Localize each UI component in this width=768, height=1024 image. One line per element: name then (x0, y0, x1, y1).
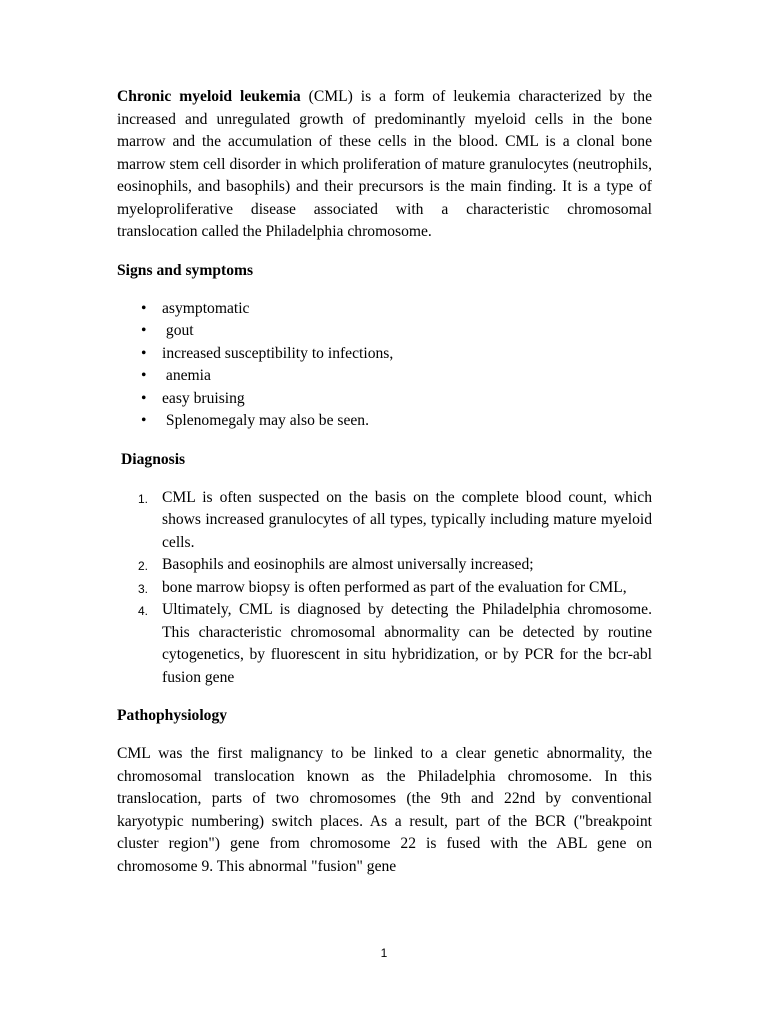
list-item: 1. CML is often suspected on the basis on the complete blood count, which shows increased granulocytes of all types, typically including mature myeloid cells. (138, 488, 652, 551)
bullet-icon: • (141, 299, 147, 317)
bullet-icon: • (141, 412, 147, 429)
list-number: 2. (138, 559, 149, 573)
diagnosis-list (117, 487, 652, 690)
signs-heading: Signs and symptoms (117, 261, 254, 279)
bullet-icon: • (141, 389, 147, 407)
diagnosis-heading: Diagnosis (121, 450, 186, 468)
list-item: • increased susceptibility to infections, (117, 343, 652, 366)
list-item: • anemia (117, 365, 652, 388)
list-item: 4. Ultimately, CML is diagnosed by detecting the Philadelphia chromosome. This characteristic chromosomal abnormality can be detected by routine cytogenetics, by fluorescent in situ hybridization, or by PCR for the bcr-abl fusion gene (138, 601, 652, 686)
bullet-icon: • (141, 322, 147, 339)
pathophysiology-heading: Pathophysiology (117, 707, 228, 724)
list-item: • easy bruising (117, 388, 652, 411)
list-item: • gout (117, 320, 652, 343)
bullet-icon: • (141, 344, 147, 362)
list-item: 3. bone marrow biopsy is often performed as part of the evaluation for CML, (117, 577, 652, 600)
bullet-icon: • (141, 367, 147, 384)
intro-term: Chronic myeloid leukemia (117, 88, 301, 105)
list-number: 3. (138, 581, 149, 596)
list-item: • Splenomegaly may also be seen. (117, 410, 652, 433)
page-number: 1 (380, 946, 388, 960)
list-number: 1. (138, 491, 149, 506)
intro-text: (CML) is a form of leukemia characterized by the increased and unregulated growth of predominantly myeloid cells in the bone marrow and the accumulation of these cells in the blood. CML is a clonal bone marrow stem cell disorder in which proliferation of mature granulocytes (neutrophils, eosinophils, and basophils) and their precursors is the main finding. It is a type of myeloproliferative disease associated with a characteristic chromosomal translocation called the Philadelphia chromosome. (117, 88, 653, 240)
signs-list (117, 298, 652, 433)
intro-paragraph (117, 86, 652, 244)
list-number: 4. (138, 604, 149, 618)
document-body (117, 86, 652, 878)
pathophysiology-paragraph: CML was the first malignancy to be linked to a clear genetic abnormality, the chromosomal translocation known as the Philadelphia chromosome. In this translocation, parts of two chromosomes (the 9th and 22nd by conventional karyotypic numbering) switch places. As a result, part of the BCR ("breakpoint cluster region") gene from chromosome 22 is fused with the ABL gene on chromosome 9. This abnormal "fusion" gene (117, 745, 652, 875)
list-item: 2. Basophils and eosinophils are almost universally increased; (117, 554, 652, 577)
list-item: • asymptomatic (117, 298, 652, 321)
